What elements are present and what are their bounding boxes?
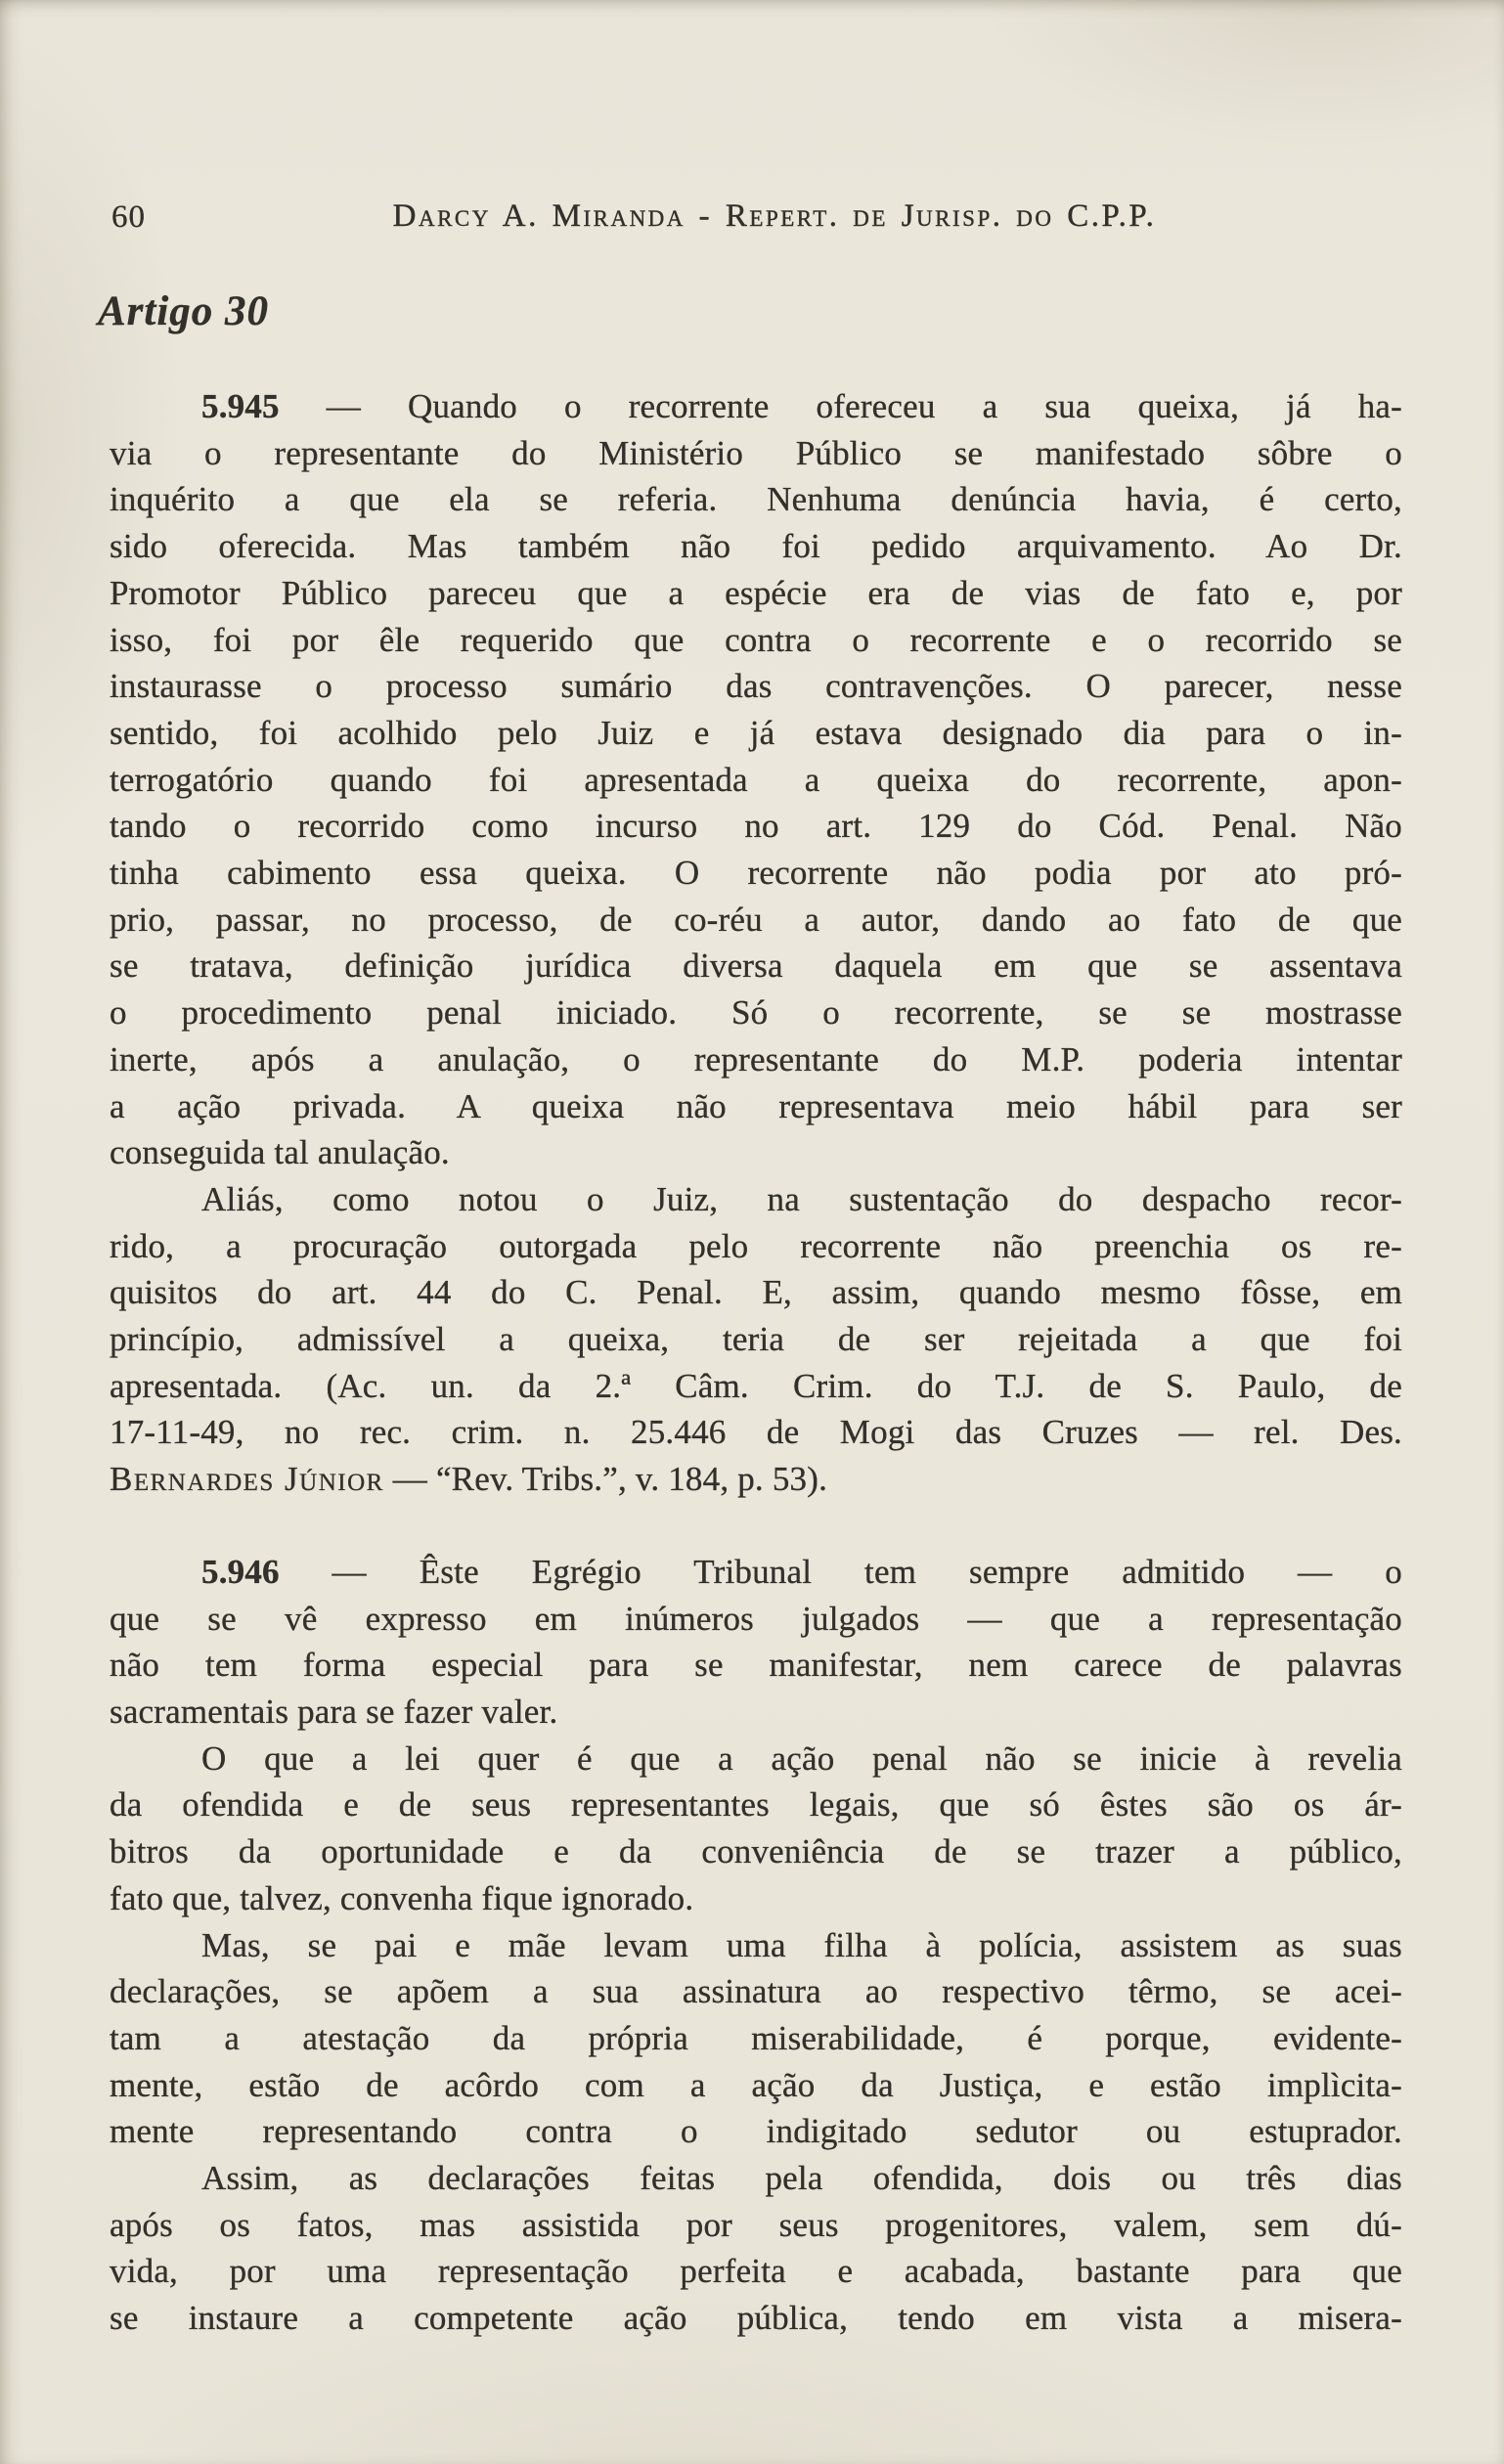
paragraph bbox=[110, 1736, 1402, 1922]
paragraph bbox=[110, 1922, 1402, 2156]
text-segment: se instaure a competente ação pública, tendo em vista a misera- bbox=[110, 2299, 1402, 2338]
text-line bbox=[110, 617, 1402, 664]
text-segment: tam a atestação da própria miserabilidade, é porque, evidente- bbox=[110, 2018, 1402, 2057]
text-line bbox=[110, 1782, 1402, 1828]
text-line bbox=[110, 2202, 1402, 2249]
text-segment: Aliás, como notou o Juiz, na sustentação do despacho recor- bbox=[201, 1179, 1402, 1218]
text-line bbox=[110, 1223, 1402, 1270]
text-line bbox=[110, 663, 1402, 710]
text-block bbox=[110, 383, 1402, 2342]
text-line bbox=[110, 1875, 1402, 1922]
paragraph bbox=[110, 383, 1402, 1176]
text-line bbox=[110, 1828, 1402, 1875]
text-segment: — “Rev. Tribs.”, v. 184, p. 53). bbox=[383, 1460, 828, 1499]
text-line bbox=[110, 1596, 1402, 1643]
text-line bbox=[110, 1689, 1402, 1736]
text-segment-smallcaps: Bernardes Júnior bbox=[110, 1460, 384, 1499]
text-line bbox=[110, 1968, 1402, 2015]
text-line bbox=[110, 710, 1402, 757]
text-line bbox=[110, 476, 1402, 523]
text-line bbox=[110, 1129, 1402, 1176]
text-line bbox=[110, 1456, 1402, 1503]
text-line bbox=[110, 523, 1402, 570]
text-line bbox=[110, 850, 1402, 897]
text-line bbox=[110, 1409, 1402, 1456]
text-line bbox=[110, 1549, 1402, 1596]
text-line bbox=[110, 2062, 1402, 2109]
text-segment: O que a lei quer é que a ação penal não se inicie à revelia bbox=[201, 1738, 1402, 1778]
text-segment: — Quando o recorrente ofereceu a sua queixa, já ha- bbox=[279, 387, 1402, 425]
text-line bbox=[110, 1036, 1402, 1083]
text-segment: se tratava, definição jurídica diversa daquela em que se assentava bbox=[110, 946, 1402, 986]
text-segment: sido oferecida. Mas também não foi pedido arquivamento. Ao Dr. bbox=[110, 527, 1402, 566]
text-segment: não tem forma especial para se manifestar, nem carece de palavras bbox=[110, 1646, 1402, 1685]
text-line bbox=[110, 570, 1402, 617]
text-line bbox=[110, 897, 1402, 944]
text-line bbox=[110, 430, 1402, 477]
text-segment: tinha cabimento essa queixa. O recorrente não podia por ato pró- bbox=[110, 854, 1402, 893]
text-line bbox=[110, 2295, 1402, 2342]
text-line bbox=[110, 1922, 1402, 1969]
text-line bbox=[110, 757, 1402, 804]
text-segment: rido, a procuração outorgada pelo recorrente não preenchia os re- bbox=[110, 1226, 1402, 1265]
text-segment: terrogatório quando foi apresentada a queixa do recorrente, apon- bbox=[110, 760, 1402, 799]
text-segment: bitros da oportunidade e da conveniência de se trazer a público, bbox=[110, 1832, 1402, 1871]
text-line bbox=[110, 2108, 1402, 2155]
text-segment: via o representante do Ministério Público se manifestado sôbre o bbox=[110, 433, 1402, 472]
text-segment: tando o recorrido como incurso no art. 129 do Cód. Penal. Não bbox=[110, 807, 1402, 846]
text-segment: o procedimento penal iniciado. Só o recorrente, se se mostrasse bbox=[110, 993, 1402, 1033]
text-segment: inquérito a que ela se referia. Nenhuma denúncia havia, é certo, bbox=[110, 480, 1402, 519]
text-segment: a ação privada. A queixa não representava meio hábil para ser bbox=[110, 1086, 1402, 1125]
section-heading: Artigo 30 bbox=[98, 288, 270, 334]
text-line bbox=[110, 383, 1402, 430]
text-segment: mente representando contra o indigitado sedutor ou estuprador. bbox=[110, 2112, 1402, 2151]
text-segment: que se vê expresso em inúmeros julgados — que a representação bbox=[110, 1599, 1402, 1638]
text-line bbox=[110, 1736, 1402, 1782]
text-segment: inerte, após a anulação, o representante do M.P. poderia intentar bbox=[110, 1039, 1402, 1078]
text-segment: 17-11-49, no rec. crim. n. 25.446 de Mogi das Cruzes — rel. Des. bbox=[110, 1413, 1402, 1452]
running-title: Darcy A. Miranda - Repert. de Jurisp. do C.P.P. bbox=[392, 198, 1157, 234]
text-line bbox=[110, 1316, 1402, 1363]
text-segment-bold: 5.946 bbox=[201, 1552, 280, 1591]
paragraph bbox=[110, 2155, 1402, 2342]
text-segment: da ofendida e de seus representantes legais, que só êstes são os ár- bbox=[110, 1785, 1402, 1825]
text-line bbox=[110, 943, 1402, 990]
text-segment: sentido, foi acolhido pelo Juiz e já estava designado dia para o in- bbox=[110, 713, 1402, 752]
text-segment: isso, foi por êle requerido que contra o recorrente e o recorrido se bbox=[110, 620, 1402, 659]
text-segment: princípio, admissível a queixa, teria de ser rejeitada a que foi bbox=[110, 1320, 1402, 1359]
text-line bbox=[110, 990, 1402, 1036]
text-segment: quisitos do art. 44 do C. Penal. E, assim, quando mesmo fôsse, em bbox=[110, 1273, 1402, 1312]
text-line bbox=[110, 1083, 1402, 1130]
text-segment: Mas, se pai e mãe levam uma filha à polícia, assistem as suas bbox=[201, 1925, 1402, 1964]
text-segment: sacramentais para se fazer valer. bbox=[110, 1692, 558, 1731]
text-segment: conseguida tal anulação. bbox=[110, 1133, 450, 1172]
text-segment: prio, passar, no processo, de co-réu a autor, dando ao fato de que bbox=[110, 900, 1402, 939]
text-segment: Assim, as declarações feitas pela ofendida, dois ou três dias bbox=[201, 2159, 1402, 2198]
text-line bbox=[110, 1363, 1402, 1410]
text-segment: mente, estão de acôrdo com a ação da Justiça, e estão implìcita- bbox=[110, 2065, 1402, 2104]
text-segment: — Êste Egrégio Tribunal tem sempre admitido — o bbox=[279, 1552, 1402, 1591]
text-segment: apresentada. (Ac. un. da 2.ª Câm. Crim. do T.J. de S. Paulo, de bbox=[110, 1366, 1402, 1405]
text-segment: Promotor Público pareceu que a espécie era de vias de fato e, por bbox=[110, 573, 1402, 612]
text-segment: vida, por uma representação perfeita e acabada, bastante para que bbox=[110, 2252, 1402, 2291]
text-segment: instaurasse o processo sumário das contravenções. O parecer, nesse bbox=[110, 667, 1402, 706]
text-segment: fato que, talvez, convenha fique ignorado. bbox=[110, 1878, 694, 1917]
text-line bbox=[110, 1176, 1402, 1223]
text-segment: após os fatos, mas assistida por seus progenitores, valem, sem dú- bbox=[110, 2205, 1402, 2244]
text-line bbox=[110, 2248, 1402, 2295]
text-line bbox=[110, 2015, 1402, 2062]
text-line bbox=[110, 1269, 1402, 1316]
paragraph bbox=[110, 1549, 1402, 1736]
text-line bbox=[110, 1642, 1402, 1689]
text-segment-bold: 5.945 bbox=[201, 387, 280, 425]
page-number: 60 bbox=[111, 199, 146, 235]
text-line bbox=[110, 803, 1402, 850]
text-line bbox=[110, 2155, 1402, 2202]
text-segment: declarações, se apõem a sua assinatura ao respectivo têrmo, se acei- bbox=[110, 1972, 1402, 2011]
paragraph bbox=[110, 1176, 1402, 1503]
